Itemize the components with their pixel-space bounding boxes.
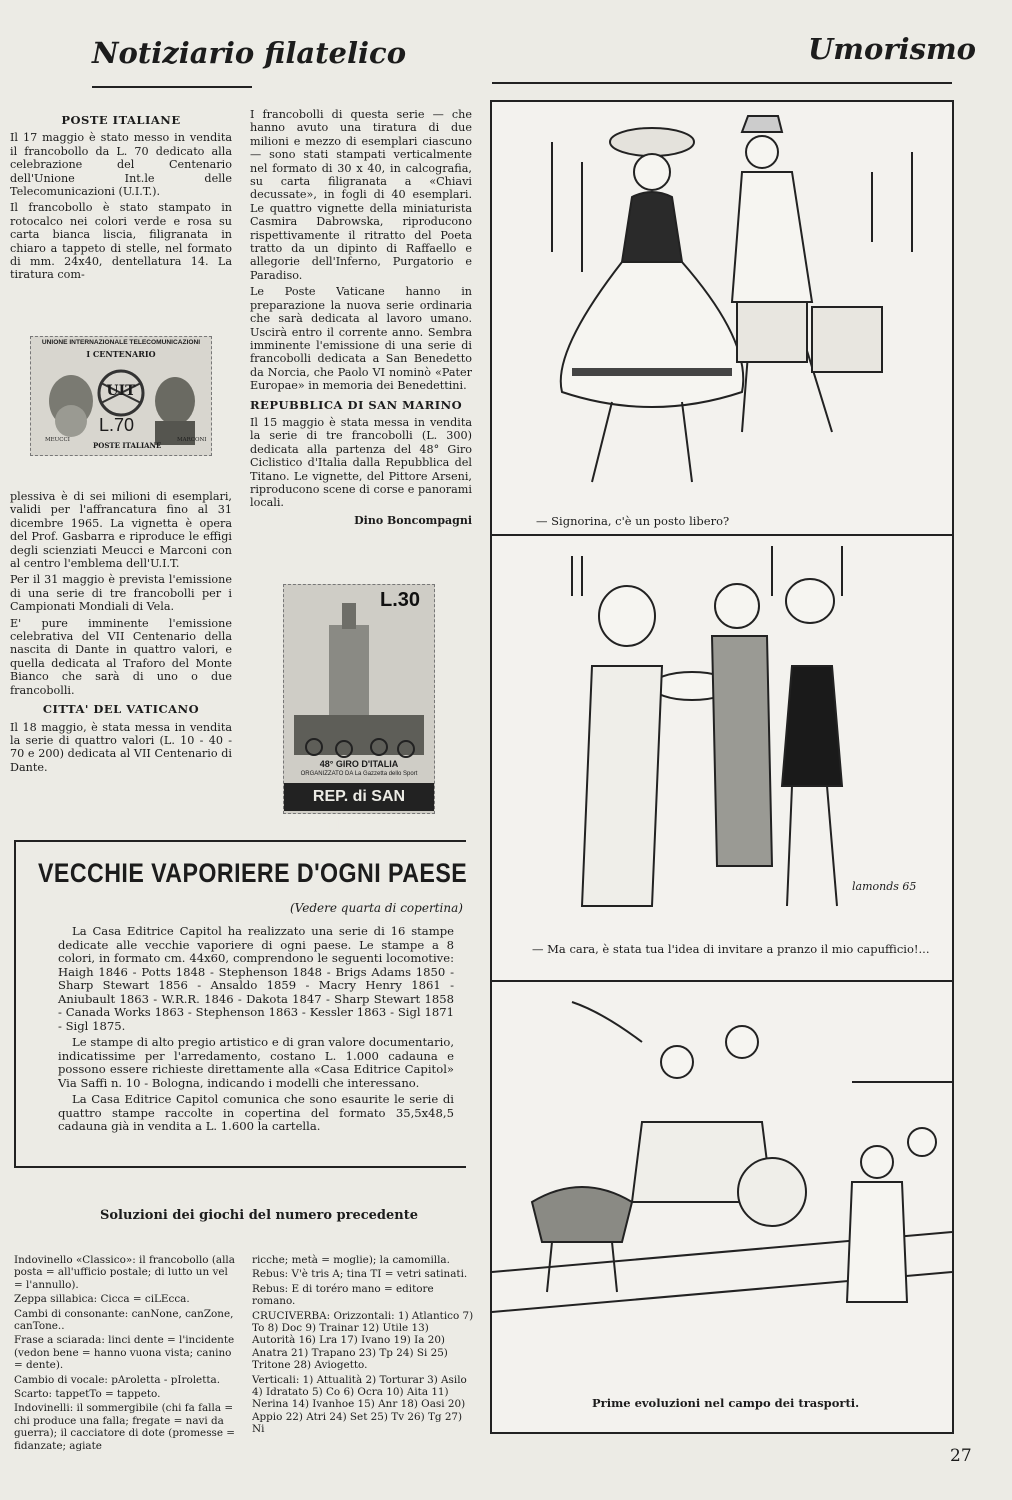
solution-item: Zeppa sillabica: Cicca = ciLEcca.: [14, 1293, 190, 1306]
paragraph: La Casa Editrice Capitol comunica che sono esaurite le serie di quattro stampe raccolte in copertina del formato 35,5x48,5 cadauna già in vendita a L. 1.600 la cartella.: [58, 1092, 454, 1133]
stamp-right-name: MARCONI: [177, 437, 207, 443]
paragraph: Per il 31 maggio è prevista l'emissione di una serie di tre francobolli per i Campionati Mondiali di Vela.: [10, 573, 232, 614]
paragraph: Il 18 maggio, è stata messa in vendita la serie di quattro valori (L. 10 - 40 - 70 e 200) dedicata al VII Centenario di Dante.: [10, 720, 232, 774]
cartoon-2-signature: lamonds 65: [852, 880, 917, 893]
paragraph: plessiva è di sei milioni di esemplari, validi per l'affrancatura fino al 31 dicembre 1965. La vignetta è opera del Prof. Gasbarra e riproduce le effigi degli scienziati Meucci e Marconi con al centro l'emblema dell'U.I.T.: [10, 490, 232, 571]
column-2: [250, 108, 472, 527]
stamp-left-name: MEUCCI: [45, 437, 70, 443]
paragraph: Il 15 maggio è stata messa in vendita la serie di tre francobolli (L. 300) dedicata alla partenza del 48° Giro Ciclistico d'Italia dalla Repubblica del Titano. Le vignette, del Pittore Arseni, riproducono scene di corse e panorami locali.: [250, 415, 472, 510]
solutions-title: Soluzioni dei giochi del numero precedente: [100, 1208, 418, 1223]
header-rule-right: [492, 82, 952, 84]
stamp-bottom-text: POSTE ITALIANE: [93, 441, 162, 450]
cartoon-restaurant-illustration: [492, 536, 952, 936]
solution-item: Scarto: tappetTo = tappeto.: [14, 1388, 161, 1401]
ad-body: [58, 925, 454, 1137]
heading-san-marino: REPUBBLICA DI SAN MARINO: [250, 397, 463, 412]
heading-poste-italiane: POSTE ITALIANE: [61, 113, 181, 127]
stamp-emblem-text: UIT: [106, 383, 136, 399]
stamp-sub-text: I CENTENARIO: [86, 349, 156, 359]
cartoon-panel-2: [490, 534, 954, 982]
ad-top-rule: [14, 840, 466, 842]
paragraph: Le stampe di alto pregio artistico e di gran valore documentario, indicatissime per l'arredamento, costano L. 1.000 cadauna e possono essere richieste direttamente alla «Casa Editrice Capitol» Via Saffi n. 10 - Bologna, indicando i modelli che interessano.: [58, 1035, 454, 1090]
column-1-top: [10, 108, 232, 285]
stamp-top-text: UNIONE INTERNAZIONALE TELECOMUNICAZIONI: [41, 339, 201, 346]
solutions-right-column: [252, 1254, 474, 1438]
solution-item: Indovinelli: il sommergibile (chi fa falla = chi produce una falla; fregate = navi da guerra); il cacciatore di dote (promesse = fidanzate; agiate: [14, 1402, 236, 1452]
stamp-value: L.70: [99, 415, 135, 435]
paragraph: E' pure imminente l'emissione celebrativa del VII Centenario della nascita di Dante in quattro valori, e quella dedicata al Traforo del Monte Bianco che sarà di uno o due francobolli.: [10, 616, 232, 697]
solutions-left-column: [14, 1254, 236, 1454]
ad-title: VECCHIE VAPORIERE D'OGNI PAESE: [38, 858, 468, 888]
solution-item: Cambi di consonante: canNone, canZone, canTone..: [14, 1307, 234, 1333]
solution-item: Cambio di vocale: pAroletta - pIroletta.: [14, 1373, 221, 1386]
solution-item: Rebus: E di toréro mano = editore romano.: [252, 1282, 434, 1308]
paragraph: La Casa Editrice Capitol ha realizzato una serie di 16 stampe dedicate alle vecchie vaporiere di ogni paese. Le stampe a 8 colori, in formato cm. 44x60, comprendono le seguenti locomotive: Haigh 1846 - Potts 1848 - Stephenson 1848 - Brigs Adams 1850 - Sharp Stewart 1856 - Ansaldo 1859 - Macry Henry 1861 - Aniubault 1863 - W.R.R. 1846 - Dakota 1847 - Sharp Stewart 1858 - Canada Works 1863 - Stephenson 1863 - Kessler 1863 - Sigl 1871 - Sigl 1875.: [58, 924, 454, 1033]
section-title-left: Notiziario filatelico: [92, 36, 407, 70]
solution-item: Indovinello «Classico»: il francobollo (alla posta = all'ufficio postale; di lutto un vel = l'annullo).: [14, 1254, 235, 1291]
cartoon-1-caption: — Signorina, c'è un posto libero?: [536, 514, 730, 528]
cartoon-panel-1: [490, 100, 954, 536]
stamp-san-marino-image: [283, 584, 435, 833]
ad-subtitle: (Vedere quarta di copertina): [290, 901, 463, 915]
solution-item: CRUCIVERBA: Orizzontali: 1) Atlantico 7) To 8) Doc 9) Trainar 12) Utile 13) Autorità 16) Lra 17) Ivano 19) Ia 20) Anatra 21) Trapano 23) Tp 24) Si 25) Tritone 28) Aviogetto.: [252, 1309, 474, 1372]
author-signature: Dino Boncompagni: [354, 513, 472, 527]
paragraph: I francobolli di questa serie — che hanno avuto una tiratura di due milioni e mezzo di esemplari ciascuno — sono stati stampati verticalmente nel formato di 30 x 40, in calcografia, su carta filigranata a «Chiavi decussate», in fogli di 40 esemplari. Le quattro vignette della miniaturista Casmira Dabrowska, riproducono rispettivamente il ritratto del Poeta tratto da un dipinto di Raffaello e allegorie dell'Inferno, Purgatorio e Paradiso.: [250, 108, 472, 282]
cartoon-panel-3: [490, 980, 954, 1434]
stamp-uit-image: [30, 336, 212, 456]
stamp-bottom-text: REP. di SAN MARINO: [284, 783, 434, 811]
page-number: 27: [950, 1446, 972, 1466]
header-rule-left: [92, 86, 252, 88]
cartoon-chariot-illustration: [492, 982, 952, 1392]
cartoon-3-caption: Prime evoluzioni nel campo dei trasporti.: [592, 1396, 860, 1410]
heading-vaticano: CITTA' DEL VATICANO: [42, 702, 200, 717]
stamp-cyclists-illustration: [284, 585, 434, 813]
stamp-value: L.30: [380, 589, 421, 611]
column-1-bottom: [10, 490, 232, 777]
section-title-right: Umorismo: [808, 32, 976, 66]
solution-item: ricche; metà = moglie); la camomilla.: [252, 1254, 450, 1266]
paragraph: Il francobollo è stato stampato in rotocalco nei colori verde e rosa su carta bianca liscia, filigranata in chiaro a tappeto di stelle, nel formato di mm. 24x40, dentellatura 14. La tiratura com-: [10, 201, 232, 282]
paragraph: Il 17 maggio è stato messo in vendita il francobollo da L. 70 dedicato alla celebrazione del Centenario dell'Unione Int.le delle Telecomunicazioni (U.I.T.).: [10, 131, 232, 199]
cartoon-traveler-illustration: [492, 102, 952, 502]
solution-item: Frase a sciarada: linci dente = l'incidente (vedon bene = hanno vuona vista; canino = dente).: [14, 1334, 235, 1372]
cartoon-2-caption: — Ma cara, è stata tua l'idea di invitare a pranzo il mio capufficio!...: [532, 942, 930, 956]
solution-item: Verticali: 1) Attualità 2) Torturar 3) Asilo 4) Idratato 5) Co 6) Ocra 10) Aita 11) Nerina 14) Ivanhoe 15) Anr 18) Oasi 20) Appio 22) Atri 24) Set 25) Tv 26) Tg 27) Ni: [252, 1373, 467, 1436]
solution-item: Rebus: V'è tris A; tina TI = vetri satinati.: [252, 1268, 468, 1281]
stamp-giro-text: 48° GIRO D'ITALIA: [319, 759, 399, 769]
stamp-organizer-text: ORGANIZZATO DA La Gazzetta dello Sport: [300, 771, 418, 777]
paragraph: Le Poste Vaticane hanno in preparazione la nuova serie ordinaria che sarà dedicata al lavoro umano. Uscirà entro il corrente anno. Sembra imminente l'emissione di una serie di francobolli dedicata a San Benedetto da Norcia, che Paolo VI nominò «Pater Europae» in memoria dei Benedettini.: [250, 285, 472, 393]
